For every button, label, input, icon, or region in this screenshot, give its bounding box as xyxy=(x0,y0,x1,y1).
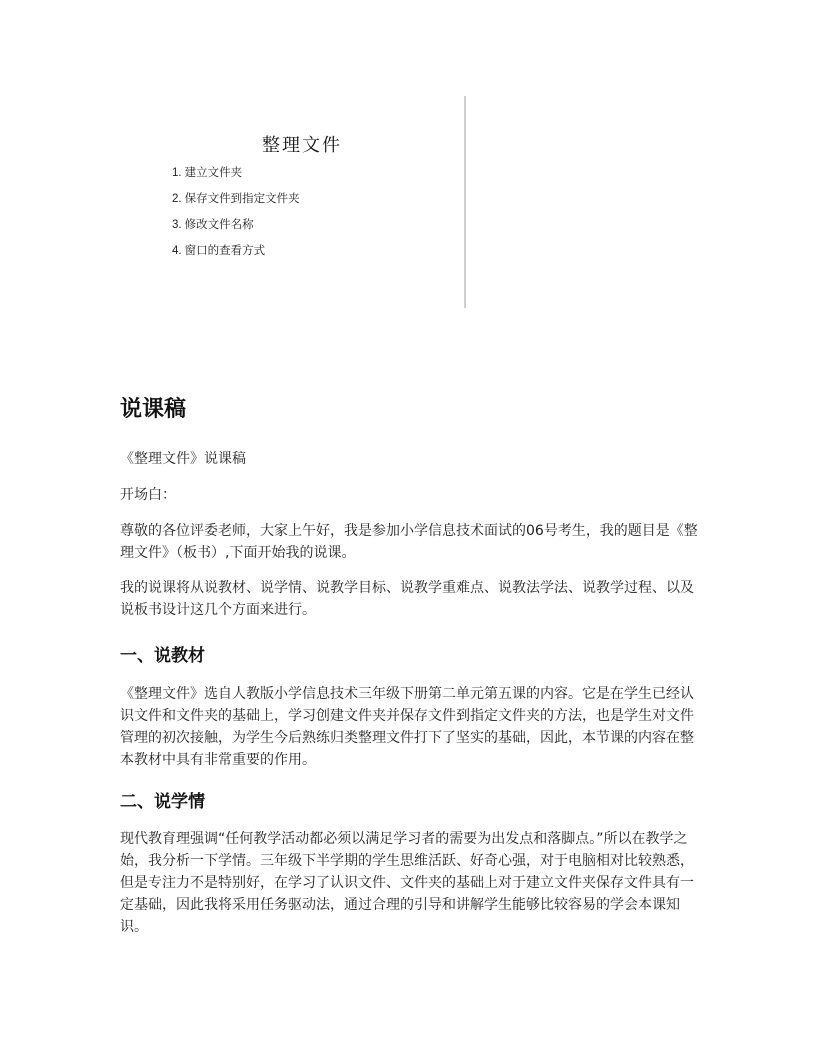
blackboard-item xyxy=(172,163,300,189)
blackboard-item-text: 建立文件夹 xyxy=(184,165,243,179)
blackboard-item xyxy=(172,189,300,215)
blackboard-item xyxy=(172,215,300,241)
outline-paragraph: 我的说课将从说教材、说学情、说教学目标、说教学重难点、说教法学法、说教学过程、以及说板书设计这几个方面来进行。 xyxy=(120,580,694,618)
blackboard-title: 整理文件 xyxy=(262,135,342,156)
blackboard-item xyxy=(172,241,300,267)
blackboard-divider xyxy=(464,96,466,308)
section-heading-textbook: 一、说教材 xyxy=(120,646,205,666)
blackboard-item-text: 保存文件到指定文件夹 xyxy=(184,191,300,205)
document-subtitle: 《整理文件》说课稿 xyxy=(120,451,246,467)
section-heading-students: 二、说学情 xyxy=(120,792,205,812)
greeting-paragraph: 尊敬的各位评委老师，大家上午好，我是参加小学信息技术面试的06号考生，我的题目是《整理文件》（板书）,下面开始我的说课。 xyxy=(120,523,698,561)
section-students-paragraph: 现代教育理强调“任何教学活动都必须以满足学习者的需要为出发点和落脚点。”所以在教学之始，我分析一下学情。三年级下半学期的学生思维活跃、好奇心强，对于电脑相对比较熟悉，但是专注力不是特别好，在学习了认识文件、文件夹的基础上对于建立文件夹保存文件具有一定基础，因此我将采用任务驱动法，通过合理的引导和讲解学生能够比较容易的学会本课知识。 xyxy=(120,831,694,935)
blackboard-item-number: 2. xyxy=(172,193,182,205)
blackboard-item-number: 1. xyxy=(172,167,182,179)
blackboard-item-number: 3. xyxy=(172,219,182,231)
opening-label: 开场白： xyxy=(120,487,176,503)
document-title: 说课稿 xyxy=(120,397,187,422)
blackboard-item-number: 4. xyxy=(172,245,182,257)
blackboard-item-text: 窗口的查看方式 xyxy=(184,243,266,257)
blackboard-item-text: 修改文件名称 xyxy=(184,217,254,231)
section-textbook-paragraph: 《整理文件》选自人教版小学信息技术三年级下册第二单元第五课的内容。它是在学生已经认识文件和文件夹的基础上，学习创建文件夹并保存文件到指定文件夹的方法，也是学生对文件管理的初次接触，为学生今后熟练归类整理文件打下了坚实的基础，因此，本节课的内容在整本教材中具有非常重要的作用。 xyxy=(120,686,694,768)
blackboard-list xyxy=(172,163,300,267)
